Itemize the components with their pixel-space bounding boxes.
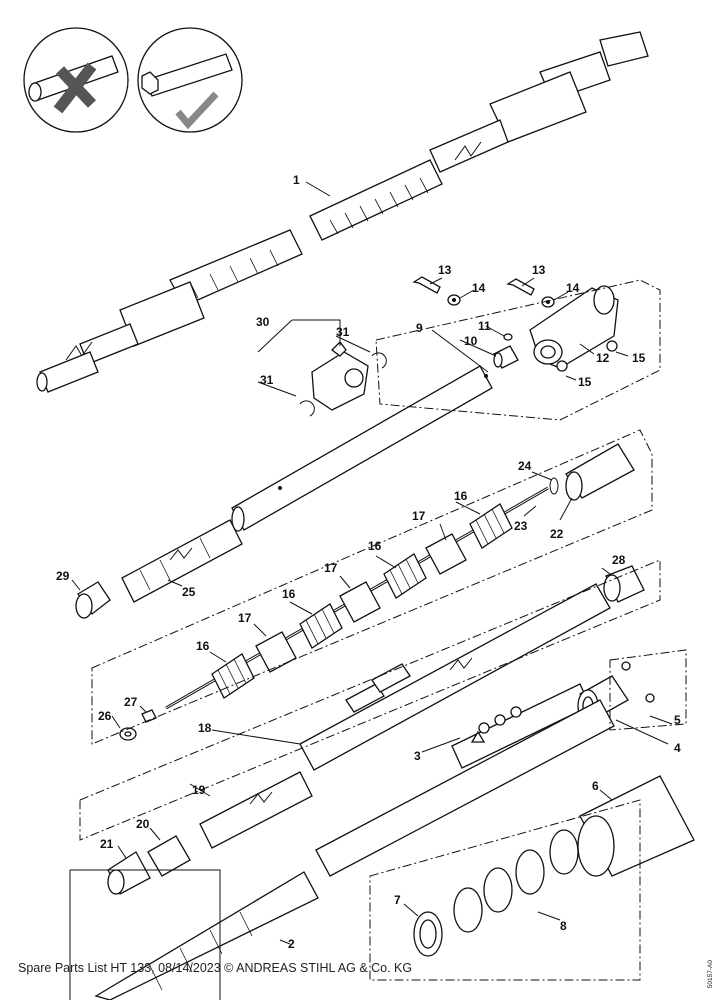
callout-31b: 31 <box>260 373 274 387</box>
callout-23: 23 <box>514 519 528 533</box>
part-31-circlip-right <box>372 353 386 368</box>
part-5-nut-a <box>622 662 630 670</box>
part-14-washer-left <box>448 295 460 305</box>
callout-14: 14 <box>472 281 486 295</box>
callout-3: 3 <box>414 749 421 763</box>
drawing-code: 50157-A0 <box>707 960 714 989</box>
part-13-screw-left <box>414 277 440 293</box>
part-16-damper-1 <box>470 504 512 548</box>
part-11-pin <box>504 334 512 340</box>
callout-13b: 13 <box>532 263 546 277</box>
part-22-sleeve <box>566 444 634 500</box>
part-21-coupling <box>108 852 150 894</box>
callout-27: 27 <box>124 695 138 709</box>
callout-11: 11 <box>478 319 491 333</box>
callout-16c: 16 <box>282 587 296 601</box>
part-24-circlip <box>550 478 558 494</box>
callout-16d: 16 <box>196 639 210 653</box>
callout-17: 17 <box>412 509 426 523</box>
callout-26: 26 <box>98 709 112 723</box>
part-31-circlip-left <box>300 401 314 416</box>
callout-18: 18 <box>198 721 212 735</box>
callout-15b: 15 <box>578 375 592 389</box>
callout-6: 6 <box>592 779 599 793</box>
part-15-nut-a <box>607 341 617 351</box>
part-28-bushing <box>604 566 644 602</box>
callout-15: 15 <box>632 351 646 365</box>
part-26-washer <box>120 728 136 740</box>
correct-assembly-icon <box>138 28 242 132</box>
callout-28: 28 <box>612 553 626 567</box>
part-30-clamp <box>312 342 368 410</box>
callout-30: 30 <box>256 315 270 329</box>
callout-4: 4 <box>674 741 681 755</box>
callout-24: 24 <box>518 459 532 473</box>
callout-10: 10 <box>464 334 478 348</box>
callout-22: 22 <box>550 527 564 541</box>
callout-20: 20 <box>136 817 150 831</box>
callout-17c: 17 <box>238 611 252 625</box>
callout-1: 1 <box>293 173 300 187</box>
part-29-end-cap <box>76 582 110 618</box>
part-8-disk-set <box>454 830 578 932</box>
wrong-assembly-icon <box>24 28 128 132</box>
callout-5: 5 <box>674 713 681 727</box>
callout-29: 29 <box>56 569 70 583</box>
callout-16: 16 <box>454 489 468 503</box>
callout-12: 12 <box>596 351 610 365</box>
part-13-screw-right <box>508 279 534 295</box>
callout-25: 25 <box>182 585 196 599</box>
callout-8: 8 <box>560 919 567 933</box>
callout-9: 9 <box>416 321 423 335</box>
group-frames <box>70 280 686 1000</box>
callout-7: 7 <box>394 893 401 907</box>
callout-19: 19 <box>192 783 206 797</box>
callout-16b: 16 <box>368 539 382 553</box>
callout-31: 31 <box>336 325 350 339</box>
part-5-nut-b <box>646 694 654 702</box>
callout-2: 2 <box>288 937 295 951</box>
part-10-bushing <box>494 346 518 368</box>
part-7-ring <box>414 912 442 956</box>
footer-text: Spare Parts List HT 133, 08/14/2023 © ANDREAS STIHL AG & Co. KG <box>18 961 413 975</box>
callout-21: 21 <box>100 837 114 851</box>
callout-13: 13 <box>438 263 452 277</box>
callout-17b: 17 <box>324 561 338 575</box>
part-15-nut-b <box>557 361 567 371</box>
callout-14b: 14 <box>566 281 580 295</box>
